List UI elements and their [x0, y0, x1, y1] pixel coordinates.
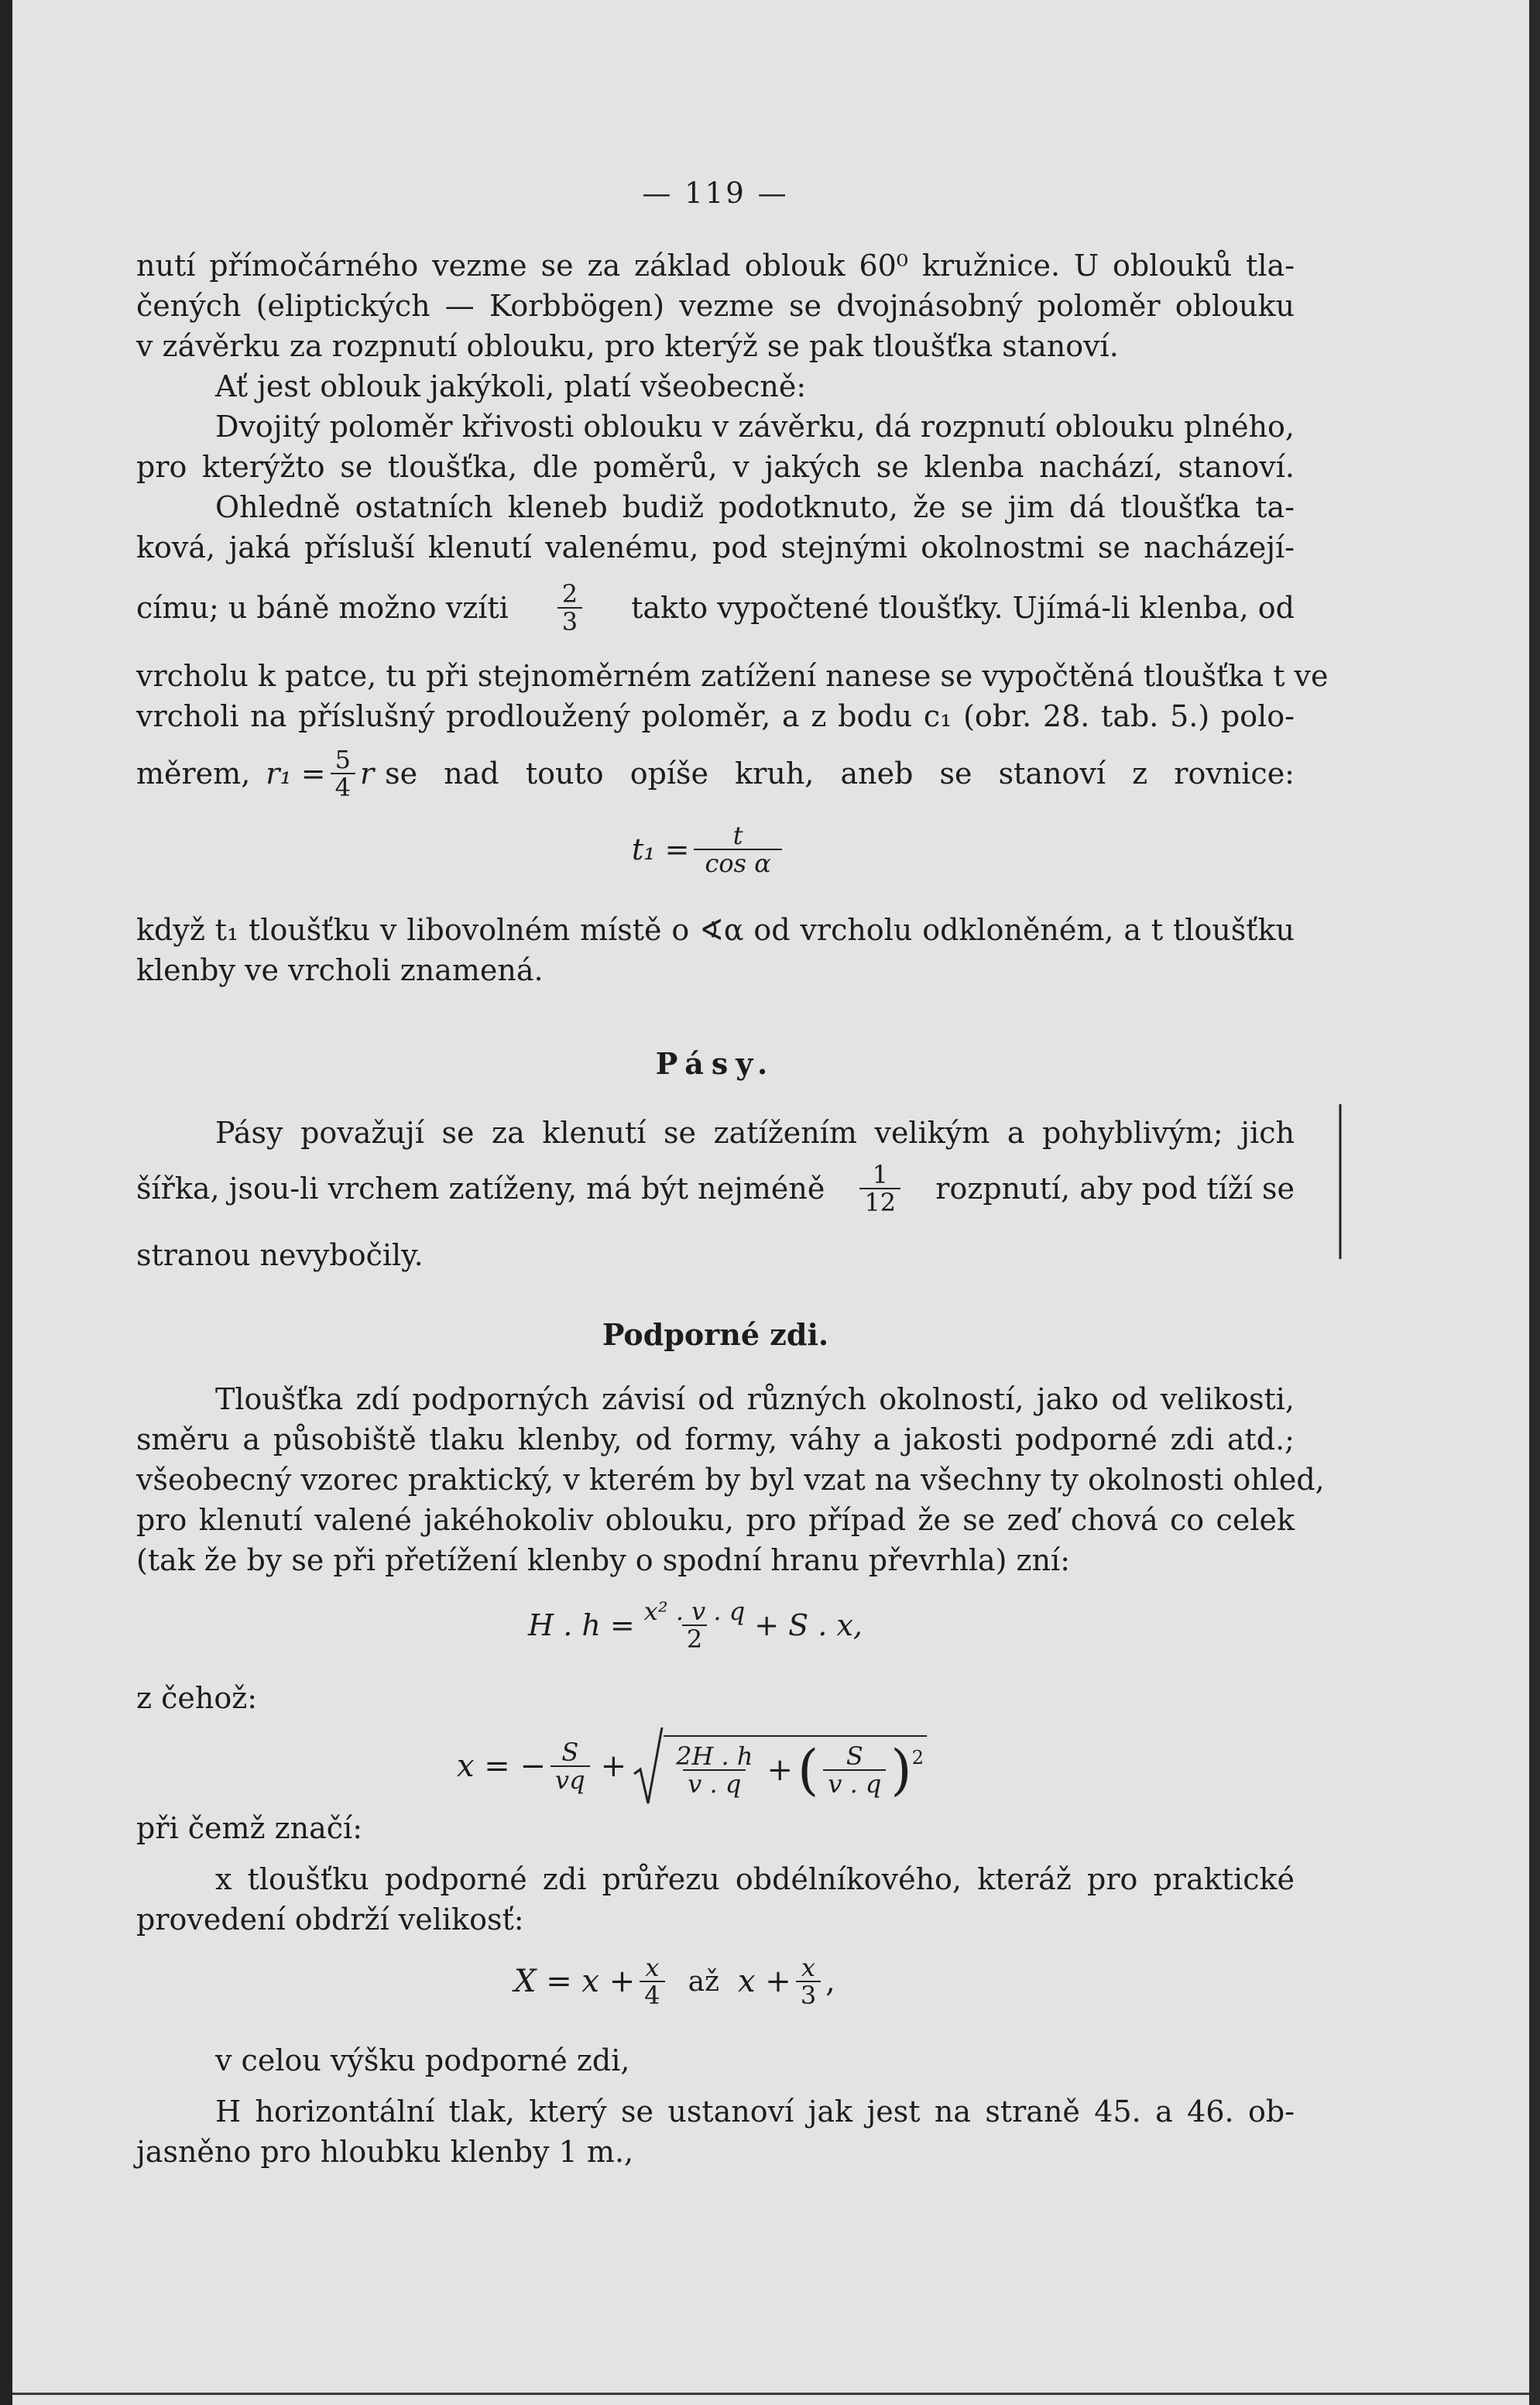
formula-fraction — [823, 1743, 886, 1797]
formula-fraction — [550, 1739, 590, 1793]
text-az: až — [688, 1965, 720, 1998]
fraction-denominator: v . q — [683, 1769, 746, 1797]
section-heading-pasy: Pásy. — [655, 1046, 776, 1081]
fraction-denominator: 2 — [682, 1624, 707, 1652]
text-line: všeobecný vzorec praktický, v kterém by byl vzat na všechny ty okolnosti ohled, — [136, 1463, 1325, 1497]
text-segment: rozpnutí, aby pod tíží se — [935, 1171, 1295, 1206]
text-segment: se nad touto opíše kruh, aneb se stanoví z rovnice: — [385, 756, 1295, 791]
formula-X — [514, 1954, 835, 2009]
formula-rest: + S . x, — [754, 1607, 863, 1642]
text-line: (tak že by se při přetížení klenby o spodní hranu převrhla) zní: — [136, 1543, 1070, 1577]
text-line: Dvojitý poloměr křivosti oblouku v závěrku, dá rozpnutí oblouku plného, — [215, 410, 1295, 444]
formula-Hh — [528, 1598, 863, 1652]
fraction-denominator: 12 — [859, 1188, 900, 1216]
text-line: směru a působiště tlaku klenby, od formy, váhy a jakosti podporné zdi atd.; — [136, 1422, 1295, 1456]
fraction-numerator: t — [732, 821, 743, 850]
text-line: čených (eliptických — Korbbögen) vezme se dvojnásobný poloměr oblouku — [136, 289, 1295, 323]
text-line: při čemž značí: — [136, 1811, 363, 1845]
fraction-numerator: 5 — [334, 745, 351, 774]
fraction-two-thirds — [557, 581, 582, 635]
text-line: v celou výšku podporné zdi, — [215, 2043, 630, 2077]
formula-fraction — [671, 1743, 757, 1797]
variable-r1: r₁ = — [266, 756, 326, 791]
fraction-numerator: 2H . h — [676, 1741, 753, 1771]
fraction-one-twelfth — [859, 1161, 900, 1216]
text-line: pro kterýžto se tloušťka, dle poměrů, v jakých se klenba nachází, stanoví. — [136, 450, 1295, 484]
fraction-denominator: 4 — [640, 1981, 664, 2009]
page-number: — 119 — — [642, 177, 789, 210]
fraction-numerator: 2 — [561, 579, 578, 609]
text-line: stranou nevybočily. — [136, 1238, 424, 1272]
plus-sign: + — [600, 1748, 627, 1784]
formula-tail: , — [825, 1963, 835, 1999]
section-heading-podporne-zdi: Podporné zdi. — [602, 1317, 829, 1352]
formula-lhs: x = − — [457, 1748, 547, 1784]
text-line: když t₁ tloušťku v libovolném místě o ∢α od vrcholu odkloněném, a t tloušťku — [136, 913, 1295, 947]
fraction-denominator: 3 — [796, 1981, 821, 2009]
formula-mid: x + — [738, 1963, 791, 1999]
sqrt-radicand — [664, 1735, 927, 1802]
formula-t1 — [632, 822, 787, 877]
fraction-denominator: 3 — [557, 607, 582, 635]
text-segment: šířka, jsou-li vrchem zatíženy, má být nejméně — [136, 1171, 825, 1206]
text-line: x tloušťku podporné zdi průřezu obdélníkového, kteráž pro praktické — [215, 1862, 1295, 1896]
variable-r: r — [359, 756, 375, 791]
text-line: Ohledně ostatních kleneb budiž podotknuto, že se jim dá tloušťka ta- — [215, 490, 1295, 524]
fraction-numerator: x² . v . q — [643, 1597, 746, 1626]
text-segment: měrem, — [136, 756, 251, 791]
formula-lhs: t₁ = — [632, 832, 690, 866]
text-line: Tloušťka zdí podporných závisí od různých okolností, jako od velikosti, — [215, 1382, 1295, 1416]
plus-sign: + — [767, 1751, 794, 1788]
text-line-with-fraction — [136, 581, 1295, 635]
formula-lhs: X = x + — [514, 1963, 636, 1999]
text-line: jasněno pro hloubku klenby 1 m., — [136, 2135, 634, 2169]
formula-fraction — [694, 822, 781, 877]
formula-x — [457, 1724, 927, 1809]
exponent: 2 — [911, 1747, 924, 1769]
fraction-numerator: 1 — [872, 1160, 888, 1189]
text-line: pro klenutí valené jakéhokoliv oblouku, pro případ že se zeď chová co celek — [136, 1503, 1295, 1537]
fraction-denominator: 4 — [331, 773, 355, 801]
formula-lhs: H . h = — [528, 1607, 635, 1642]
formula-fraction — [640, 1598, 749, 1652]
text-segment: takto vypočtené tloušťky. Ujímá-li klenba, od — [631, 590, 1295, 625]
text-line: vrcholu k patce, tu při stejnoměrném zatížení nanese se vypočtěná tloušťka t ve — [136, 659, 1329, 693]
paren-close: ) — [890, 1738, 912, 1802]
text-line: provedení obdrží velikosť: — [136, 1902, 524, 1937]
text-segment: címu; u báně možno vzíti — [136, 590, 509, 625]
formula-fraction — [640, 1954, 664, 2009]
text-line: Ať jest oblouk jakýkoli, platí všeobecně: — [215, 369, 807, 403]
paren-open: ( — [797, 1738, 819, 1802]
text-line: nutí přímočárného vezme se za základ oblouk 60⁰ kružnice. U oblouků tla- — [136, 249, 1295, 283]
text-line: klenby ve vrcholi znamená. — [136, 953, 544, 987]
fraction-five-quarters — [331, 746, 355, 801]
text-line: H horizontální tlak, který se ustanoví jak jest na straně 45. a 46. ob- — [215, 2095, 1295, 2129]
scan-right-edge — [1529, 0, 1540, 2405]
fraction-denominator: cos α — [694, 849, 781, 877]
formula-fraction — [796, 1954, 821, 2009]
text-line: Pásy považují se za klenutí se zatížením velikým a pohyblivým; jich — [215, 1116, 1295, 1150]
text-line: v závěrku za rozpnutí oblouku, pro kterýž se pak tloušťka stanoví. — [136, 329, 1119, 363]
fraction-numerator: x — [801, 1953, 816, 1982]
fraction-denominator: vq — [550, 1765, 590, 1793]
scan-left-edge — [0, 0, 12, 2405]
sqrt-symbol-icon — [633, 1726, 664, 1806]
text-line: z čehož: — [136, 1681, 258, 1715]
margin-bracket-mark — [1338, 1104, 1343, 1259]
fraction-denominator: v . q — [823, 1769, 886, 1797]
text-line: vrcholi na příslušný prodloužený poloměr, a z bodu c₁ (obr. 28. tab. 5.) polo- — [136, 699, 1295, 733]
fraction-numerator: x — [645, 1953, 660, 1982]
text-line: ková, jaká přísluší klenutí valenému, pod stejnými okolnostmi se nacházejí- — [136, 530, 1295, 564]
fraction-numerator: S — [561, 1738, 579, 1767]
text-line-with-fraction — [136, 1161, 1295, 1216]
text-line-with-fraction — [136, 746, 1295, 801]
fraction-numerator: S — [845, 1741, 863, 1771]
